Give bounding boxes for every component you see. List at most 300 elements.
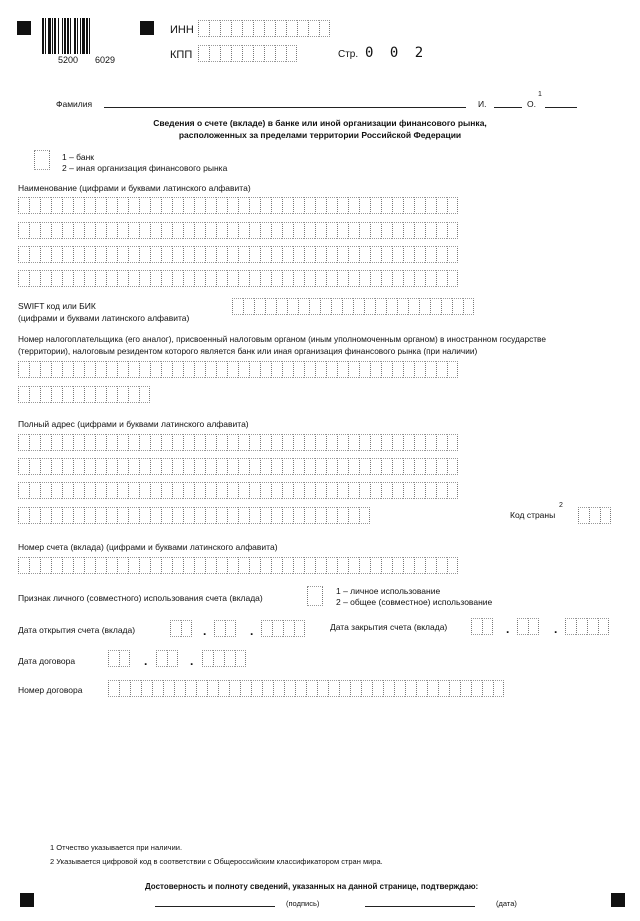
input-cell[interactable] <box>40 458 51 475</box>
input-cell[interactable] <box>370 246 381 263</box>
input-cell[interactable] <box>139 482 150 499</box>
input-cell[interactable] <box>161 434 172 451</box>
input-cell[interactable] <box>218 680 229 697</box>
input-cell[interactable] <box>265 298 276 315</box>
input-cell[interactable] <box>375 298 386 315</box>
input-cell[interactable] <box>73 361 84 378</box>
input-cell[interactable] <box>128 270 139 287</box>
input-cell[interactable] <box>227 197 238 214</box>
input-cell[interactable] <box>106 246 117 263</box>
input-cell[interactable] <box>372 680 383 697</box>
input-cell[interactable] <box>471 618 482 635</box>
input-cell[interactable] <box>359 482 370 499</box>
input-cell[interactable] <box>139 458 150 475</box>
close-date-day[interactable] <box>471 618 493 635</box>
input-cell[interactable] <box>51 458 62 475</box>
input-cell[interactable] <box>359 222 370 239</box>
input-cell[interactable] <box>150 482 161 499</box>
input-cell[interactable] <box>315 222 326 239</box>
input-cell[interactable] <box>117 270 128 287</box>
input-cell[interactable] <box>216 458 227 475</box>
input-cell[interactable] <box>205 246 216 263</box>
input-cell[interactable] <box>106 386 117 403</box>
input-cell[interactable] <box>348 222 359 239</box>
input-cell[interactable] <box>381 197 392 214</box>
input-cell[interactable] <box>205 270 216 287</box>
input-cell[interactable] <box>304 482 315 499</box>
input-cell[interactable] <box>216 507 227 524</box>
input-cell[interactable] <box>161 270 172 287</box>
input-cell[interactable] <box>196 680 207 697</box>
input-cell[interactable] <box>447 434 458 451</box>
input-cell[interactable] <box>326 507 337 524</box>
input-cell[interactable] <box>106 222 117 239</box>
input-cell[interactable] <box>436 361 447 378</box>
input-cell[interactable] <box>216 557 227 574</box>
input-cell[interactable] <box>392 270 403 287</box>
input-cell[interactable] <box>283 620 294 637</box>
input-cell[interactable] <box>194 197 205 214</box>
input-cell[interactable] <box>73 458 84 475</box>
input-cell[interactable] <box>18 246 29 263</box>
input-cell[interactable] <box>482 618 493 635</box>
swift-cells[interactable] <box>232 298 474 315</box>
input-cell[interactable] <box>172 361 183 378</box>
input-cell[interactable] <box>73 197 84 214</box>
input-cell[interactable] <box>408 298 419 315</box>
input-cell[interactable] <box>95 270 106 287</box>
input-cell[interactable] <box>62 246 73 263</box>
input-cell[interactable] <box>295 680 306 697</box>
input-cell[interactable] <box>337 361 348 378</box>
input-cell[interactable] <box>150 557 161 574</box>
input-cell[interactable] <box>73 270 84 287</box>
input-cell[interactable] <box>238 361 249 378</box>
input-cell[interactable] <box>370 197 381 214</box>
name-cells-row3[interactable] <box>18 246 458 263</box>
input-cell[interactable] <box>40 246 51 263</box>
input-cell[interactable] <box>337 197 348 214</box>
input-cell[interactable] <box>29 197 40 214</box>
input-cell[interactable] <box>216 197 227 214</box>
input-cell[interactable] <box>308 20 319 37</box>
address-cells-row1[interactable] <box>18 434 458 451</box>
input-cell[interactable] <box>297 20 308 37</box>
input-cell[interactable] <box>403 458 414 475</box>
input-cell[interactable] <box>95 507 106 524</box>
input-cell[interactable] <box>403 270 414 287</box>
input-cell[interactable] <box>51 270 62 287</box>
input-cell[interactable] <box>161 197 172 214</box>
input-cell[interactable] <box>359 434 370 451</box>
input-cell[interactable] <box>216 270 227 287</box>
input-cell[interactable] <box>40 507 51 524</box>
input-cell[interactable] <box>337 434 348 451</box>
input-cell[interactable] <box>161 557 172 574</box>
input-cell[interactable] <box>441 298 452 315</box>
input-cell[interactable] <box>202 650 213 667</box>
input-cell[interactable] <box>249 434 260 451</box>
input-cell[interactable] <box>414 458 425 475</box>
input-cell[interactable] <box>342 298 353 315</box>
input-cell[interactable] <box>403 246 414 263</box>
input-cell[interactable] <box>271 270 282 287</box>
input-cell[interactable] <box>293 458 304 475</box>
input-cell[interactable] <box>232 298 243 315</box>
input-cell[interactable] <box>260 270 271 287</box>
input-cell[interactable] <box>315 361 326 378</box>
input-cell[interactable] <box>117 507 128 524</box>
input-cell[interactable] <box>359 507 370 524</box>
input-cell[interactable] <box>139 507 150 524</box>
input-cell[interactable] <box>117 386 128 403</box>
input-cell[interactable] <box>117 434 128 451</box>
input-cell[interactable] <box>108 680 119 697</box>
input-cell[interactable] <box>207 680 218 697</box>
input-cell[interactable] <box>294 620 305 637</box>
open-date-month[interactable] <box>214 620 236 637</box>
input-cell[interactable] <box>18 197 29 214</box>
input-cell[interactable] <box>271 482 282 499</box>
input-cell[interactable] <box>174 680 185 697</box>
input-cell[interactable] <box>260 507 271 524</box>
input-cell[interactable] <box>18 222 29 239</box>
input-cell[interactable] <box>231 20 242 37</box>
input-cell[interactable] <box>425 557 436 574</box>
input-cell[interactable] <box>271 507 282 524</box>
input-cell[interactable] <box>183 270 194 287</box>
address-cells-row3[interactable] <box>18 482 458 499</box>
input-cell[interactable] <box>282 507 293 524</box>
input-cell[interactable] <box>370 434 381 451</box>
input-cell[interactable] <box>51 197 62 214</box>
input-cell[interactable] <box>600 507 611 524</box>
input-cell[interactable] <box>425 458 436 475</box>
input-cell[interactable] <box>213 650 224 667</box>
surname-line[interactable] <box>104 107 466 108</box>
input-cell[interactable] <box>436 222 447 239</box>
input-cell[interactable] <box>40 482 51 499</box>
input-cell[interactable] <box>392 222 403 239</box>
input-cell[interactable] <box>106 361 117 378</box>
input-cell[interactable] <box>95 222 106 239</box>
input-cell[interactable] <box>304 361 315 378</box>
input-cell[interactable] <box>271 246 282 263</box>
input-cell[interactable] <box>106 507 117 524</box>
input-cell[interactable] <box>414 434 425 451</box>
input-cell[interactable] <box>194 482 205 499</box>
input-cell[interactable] <box>260 434 271 451</box>
input-cell[interactable] <box>271 222 282 239</box>
input-cell[interactable] <box>447 482 458 499</box>
close-date-month[interactable] <box>517 618 539 635</box>
input-cell[interactable] <box>62 507 73 524</box>
input-cell[interactable] <box>436 434 447 451</box>
input-cell[interactable] <box>95 482 106 499</box>
input-cell[interactable] <box>40 361 51 378</box>
input-cell[interactable] <box>414 197 425 214</box>
input-cell[interactable] <box>128 361 139 378</box>
close-date-year[interactable] <box>565 618 609 635</box>
input-cell[interactable] <box>403 482 414 499</box>
input-cell[interactable] <box>139 246 150 263</box>
input-cell[interactable] <box>29 386 40 403</box>
input-cell[interactable] <box>315 458 326 475</box>
input-cell[interactable] <box>425 482 436 499</box>
input-cell[interactable] <box>403 434 414 451</box>
input-cell[interactable] <box>225 620 236 637</box>
input-cell[interactable] <box>293 270 304 287</box>
input-cell[interactable] <box>62 434 73 451</box>
input-cell[interactable] <box>161 482 172 499</box>
input-cell[interactable] <box>326 557 337 574</box>
input-cell[interactable] <box>172 270 183 287</box>
input-cell[interactable] <box>287 298 298 315</box>
input-cell[interactable] <box>447 270 458 287</box>
input-cell[interactable] <box>238 197 249 214</box>
input-cell[interactable] <box>106 458 117 475</box>
input-cell[interactable] <box>249 482 260 499</box>
input-cell[interactable] <box>18 361 29 378</box>
input-cell[interactable] <box>163 680 174 697</box>
inn-cells[interactable] <box>198 20 330 37</box>
input-cell[interactable] <box>216 482 227 499</box>
input-cell[interactable] <box>139 386 150 403</box>
input-cell[interactable] <box>282 197 293 214</box>
input-cell[interactable] <box>198 45 209 62</box>
input-cell[interactable] <box>51 361 62 378</box>
input-cell[interactable] <box>29 361 40 378</box>
input-cell[interactable] <box>220 20 231 37</box>
input-cell[interactable] <box>139 557 150 574</box>
input-cell[interactable] <box>183 458 194 475</box>
input-cell[interactable] <box>185 680 196 697</box>
input-cell[interactable] <box>253 45 264 62</box>
input-cell[interactable] <box>271 557 282 574</box>
input-cell[interactable] <box>460 680 471 697</box>
input-cell[interactable] <box>194 434 205 451</box>
input-cell[interactable] <box>84 434 95 451</box>
input-cell[interactable] <box>430 298 441 315</box>
input-cell[interactable] <box>172 458 183 475</box>
input-cell[interactable] <box>183 434 194 451</box>
input-cell[interactable] <box>275 20 286 37</box>
input-cell[interactable] <box>117 197 128 214</box>
input-cell[interactable] <box>216 246 227 263</box>
input-cell[interactable] <box>565 618 576 635</box>
input-cell[interactable] <box>436 557 447 574</box>
input-cell[interactable] <box>414 557 425 574</box>
input-cell[interactable] <box>392 482 403 499</box>
input-cell[interactable] <box>227 434 238 451</box>
signature-line[interactable] <box>155 906 275 907</box>
input-cell[interactable] <box>589 507 600 524</box>
input-cell[interactable] <box>220 45 231 62</box>
input-cell[interactable] <box>249 270 260 287</box>
input-cell[interactable] <box>306 680 317 697</box>
input-cell[interactable] <box>62 458 73 475</box>
input-cell[interactable] <box>348 507 359 524</box>
input-cell[interactable] <box>51 507 62 524</box>
input-cell[interactable] <box>40 222 51 239</box>
address-cells-row4[interactable] <box>18 507 370 524</box>
input-cell[interactable] <box>119 680 130 697</box>
kpp-cells[interactable] <box>198 45 297 62</box>
input-cell[interactable] <box>392 557 403 574</box>
input-cell[interactable] <box>286 45 297 62</box>
input-cell[interactable] <box>397 298 408 315</box>
input-cell[interactable] <box>51 386 62 403</box>
input-cell[interactable] <box>161 222 172 239</box>
input-cell[interactable] <box>528 618 539 635</box>
input-cell[interactable] <box>18 386 29 403</box>
input-cell[interactable] <box>304 246 315 263</box>
input-cell[interactable] <box>383 680 394 697</box>
input-cell[interactable] <box>315 246 326 263</box>
input-cell[interactable] <box>447 222 458 239</box>
input-cell[interactable] <box>370 270 381 287</box>
input-cell[interactable] <box>29 270 40 287</box>
input-cell[interactable] <box>447 246 458 263</box>
input-cell[interactable] <box>170 620 181 637</box>
input-cell[interactable] <box>62 222 73 239</box>
input-cell[interactable] <box>436 482 447 499</box>
input-cell[interactable] <box>152 680 163 697</box>
input-cell[interactable] <box>359 361 370 378</box>
input-cell[interactable] <box>242 20 253 37</box>
input-cell[interactable] <box>436 458 447 475</box>
input-cell[interactable] <box>359 557 370 574</box>
input-cell[interactable] <box>452 298 463 315</box>
input-cell[interactable] <box>403 222 414 239</box>
input-cell[interactable] <box>227 557 238 574</box>
contract-date-month[interactable] <box>156 650 178 667</box>
input-cell[interactable] <box>29 507 40 524</box>
input-cell[interactable] <box>282 270 293 287</box>
input-cell[interactable] <box>361 680 372 697</box>
input-cell[interactable] <box>150 361 161 378</box>
input-cell[interactable] <box>40 270 51 287</box>
input-cell[interactable] <box>194 246 205 263</box>
input-cell[interactable] <box>84 482 95 499</box>
input-cell[interactable] <box>394 680 405 697</box>
input-cell[interactable] <box>436 246 447 263</box>
input-cell[interactable] <box>238 434 249 451</box>
contract-date-day[interactable] <box>108 650 130 667</box>
input-cell[interactable] <box>194 270 205 287</box>
input-cell[interactable] <box>128 246 139 263</box>
input-cell[interactable] <box>304 507 315 524</box>
input-cell[interactable] <box>183 361 194 378</box>
input-cell[interactable] <box>128 557 139 574</box>
input-cell[interactable] <box>320 298 331 315</box>
input-cell[interactable] <box>272 620 283 637</box>
input-cell[interactable] <box>260 458 271 475</box>
open-date-day[interactable] <box>170 620 192 637</box>
input-cell[interactable] <box>18 557 29 574</box>
input-cell[interactable] <box>150 246 161 263</box>
input-cell[interactable] <box>73 482 84 499</box>
input-cell[interactable] <box>84 270 95 287</box>
input-cell[interactable] <box>359 458 370 475</box>
input-cell[interactable] <box>238 246 249 263</box>
input-cell[interactable] <box>156 650 167 667</box>
input-cell[interactable] <box>51 246 62 263</box>
input-cell[interactable] <box>425 361 436 378</box>
input-cell[interactable] <box>293 557 304 574</box>
input-cell[interactable] <box>447 361 458 378</box>
input-cell[interactable] <box>348 246 359 263</box>
input-cell[interactable] <box>18 458 29 475</box>
input-cell[interactable] <box>337 222 348 239</box>
input-cell[interactable] <box>264 20 275 37</box>
input-cell[interactable] <box>414 482 425 499</box>
input-cell[interactable] <box>381 246 392 263</box>
input-cell[interactable] <box>463 298 474 315</box>
input-cell[interactable] <box>482 680 493 697</box>
input-cell[interactable] <box>331 298 342 315</box>
input-cell[interactable] <box>150 434 161 451</box>
input-cell[interactable] <box>181 620 192 637</box>
input-cell[interactable] <box>227 507 238 524</box>
input-cell[interactable] <box>381 557 392 574</box>
name-cells-row1[interactable] <box>18 197 458 214</box>
input-cell[interactable] <box>172 507 183 524</box>
address-cells-row2[interactable] <box>18 458 458 475</box>
input-cell[interactable] <box>205 222 216 239</box>
input-cell[interactable] <box>315 434 326 451</box>
input-cell[interactable] <box>106 557 117 574</box>
input-cell[interactable] <box>309 298 320 315</box>
input-cell[interactable] <box>315 507 326 524</box>
input-cell[interactable] <box>150 197 161 214</box>
input-cell[interactable] <box>359 246 370 263</box>
input-cell[interactable] <box>128 434 139 451</box>
input-cell[interactable] <box>260 557 271 574</box>
input-cell[interactable] <box>73 386 84 403</box>
input-cell[interactable] <box>403 197 414 214</box>
input-cell[interactable] <box>414 222 425 239</box>
input-cell[interactable] <box>438 680 449 697</box>
input-cell[interactable] <box>598 618 609 635</box>
input-cell[interactable] <box>40 434 51 451</box>
input-cell[interactable] <box>392 434 403 451</box>
input-cell[interactable] <box>172 482 183 499</box>
input-cell[interactable] <box>198 20 209 37</box>
input-cell[interactable] <box>416 680 427 697</box>
input-cell[interactable] <box>348 197 359 214</box>
input-cell[interactable] <box>293 222 304 239</box>
input-cell[interactable] <box>304 458 315 475</box>
input-cell[interactable] <box>370 458 381 475</box>
input-cell[interactable] <box>183 557 194 574</box>
input-cell[interactable] <box>194 507 205 524</box>
input-cell[interactable] <box>84 386 95 403</box>
input-cell[interactable] <box>348 434 359 451</box>
input-cell[interactable] <box>229 680 240 697</box>
input-cell[interactable] <box>293 482 304 499</box>
input-cell[interactable] <box>18 434 29 451</box>
input-cell[interactable] <box>209 20 220 37</box>
input-cell[interactable] <box>425 197 436 214</box>
input-cell[interactable] <box>414 361 425 378</box>
input-cell[interactable] <box>249 246 260 263</box>
input-cell[interactable] <box>40 197 51 214</box>
input-cell[interactable] <box>84 222 95 239</box>
input-cell[interactable] <box>326 482 337 499</box>
input-cell[interactable] <box>172 222 183 239</box>
input-cell[interactable] <box>359 270 370 287</box>
